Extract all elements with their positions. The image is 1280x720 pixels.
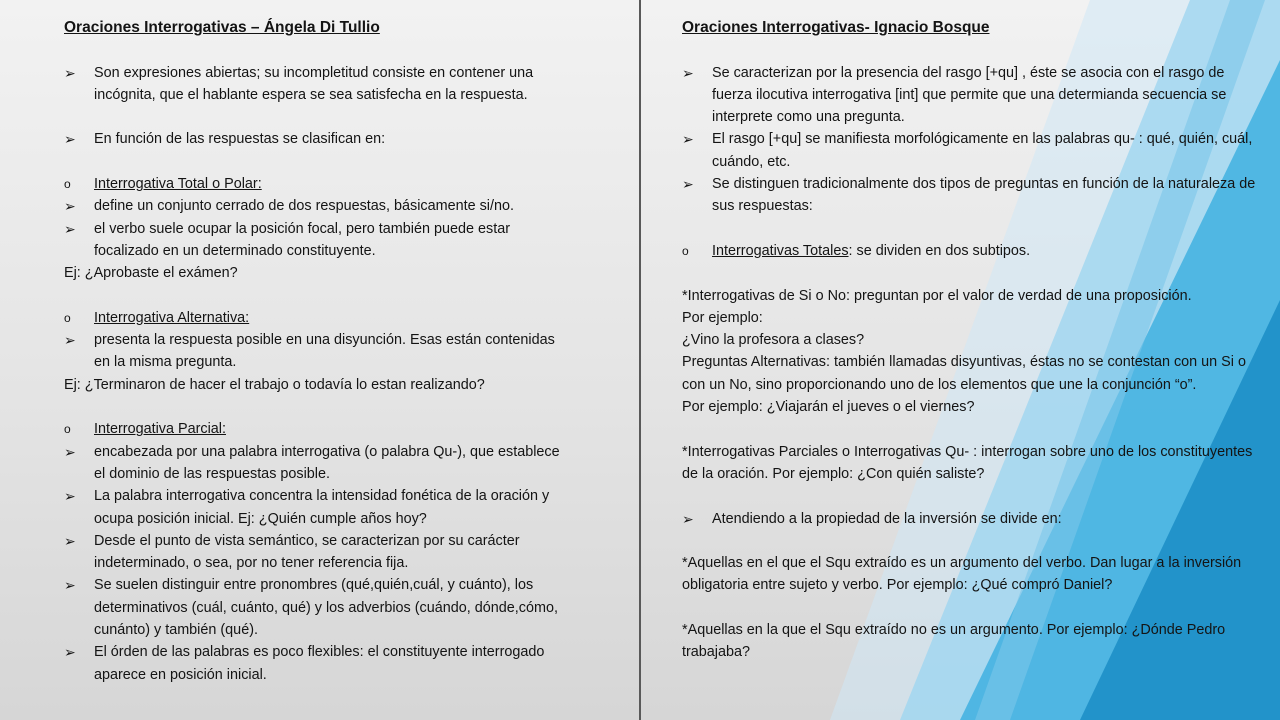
- arrow-bullet-icon: ➢: [64, 644, 76, 661]
- text-line: *Aquellas en la que el Squ extraído no es un argumento. Por ejemplo: ¿Dónde Pedro trabajaba?: [682, 622, 1226, 661]
- bullet-text: Se caracterizan por la presencia del rasgo [+qu] , éste se asocia con el rasgo de fuerza ilocutiva interrogativa [int] que permite que una determianda secuencia se interprete como una pregunta.: [712, 64, 1227, 126]
- arrow-bullet-icon: ➢: [64, 220, 76, 237]
- text-line: Preguntas Alternativas: también llamadas disyuntivas, éstas no se contestan con un Si o con un No, sino proporcionando uno de los elementos que une la conjunción “o”.: [682, 354, 1246, 393]
- bullet-item: [682, 173, 1267, 218]
- subheading-item: [682, 240, 1267, 262]
- left-column: [64, 17, 574, 686]
- bullet-text: El órden de las palabras es poco flexibles: el constituyente interrogado aparece en posición inicial.: [94, 644, 545, 683]
- bullet-text: Desde el punto de vista semántico, se caracterizan por su carácter indeterminado, o sea, por no tener referencia fija.: [94, 532, 520, 572]
- text-line: Por ejemplo:: [682, 309, 763, 326]
- bullet-item: [64, 574, 574, 641]
- arrow-bullet-icon: ➢: [682, 176, 694, 193]
- arrow-bullet-icon: ➢: [64, 198, 76, 215]
- arrow-bullet-icon: ➢: [64, 488, 76, 505]
- bullet-text: Se distinguen tradicionalmente dos tipos de preguntas en función de la naturaleza de sus respuestas:: [712, 176, 1256, 215]
- bullet-item: [64, 218, 574, 263]
- bullet-item: [64, 485, 574, 530]
- text-line: Ej: ¿Aprobaste el exámen?: [64, 265, 238, 282]
- bullet-item: [64, 641, 574, 686]
- bullet-text: El rasgo [+qu] se manifiesta morfológicamente en las palabras qu- : qué, quién, cuál, cuándo, etc.: [712, 131, 1253, 170]
- subheading-note: : se dividen en dos subtipos.: [848, 242, 1031, 259]
- arrow-bullet-icon: ➢: [64, 532, 76, 549]
- bullet-text: Se suelen distinguir entre pronombres (qué,quién,cuál, y cuánto), los determinativos (cuál, cuánto, qué) y los adverbios (cuándo, dónde,cómo, cunánto) y también (qué).: [94, 577, 558, 639]
- text-line: Por ejemplo: ¿Viajarán el jueves o el viernes?: [682, 399, 975, 416]
- arrow-bullet-icon: ➢: [682, 510, 694, 527]
- right-content: [682, 62, 1267, 664]
- bullet-text: La palabra interrogativa concentra la intensidad fonética de la oración y ocupa posición inicial. Ej: ¿Quién cumple años hoy?: [94, 488, 550, 527]
- bullet-text: presenta la respuesta posible en una disyunción. Esas están contenidas en la misma pregunta.: [94, 332, 555, 371]
- bullet-item: [64, 195, 574, 217]
- arrow-bullet-icon: ➢: [64, 577, 76, 594]
- bullet-item: [64, 329, 574, 374]
- circle-bullet-icon: o: [64, 310, 71, 325]
- bullet-item: [64, 530, 574, 575]
- subheading-label: Interrogativas Totales: [712, 242, 849, 259]
- bullet-item: [682, 62, 1267, 129]
- text-line: ¿Vino la profesora a clases?: [682, 332, 865, 349]
- subheading-item: [64, 173, 574, 195]
- circle-bullet-icon: o: [682, 243, 689, 258]
- arrow-bullet-icon: ➢: [64, 64, 76, 81]
- arrow-bullet-icon: ➢: [682, 131, 694, 148]
- bullet-text: Son expresiones abiertas; su incompletitud consiste en contener una incógnita, que el hablante espera se sea satisfecha en la respuesta.: [94, 64, 534, 103]
- text-line: Ej: ¿Terminaron de hacer el trabajo o todavía lo estan realizando?: [64, 376, 485, 393]
- arrow-bullet-icon: ➢: [64, 131, 76, 148]
- text-line: *Interrogativas de Si o No: preguntan por el valor de verdad de una proposición.: [682, 287, 1192, 304]
- circle-bullet-icon: o: [64, 177, 71, 192]
- subheading-item: [64, 307, 574, 329]
- bullet-text: el verbo suele ocupar la posición focal, pero también puede estar focalizado en un determinado constituyente.: [94, 220, 510, 259]
- bullet-item: [64, 128, 574, 150]
- bullet-text: Atendiendo a la propiedad de la inversión se divide en:: [712, 510, 1062, 527]
- bullet-item: [682, 508, 1267, 530]
- subheading-label: Interrogativa Parcial:: [94, 421, 226, 438]
- right-column: [682, 17, 1267, 664]
- right-title: Oraciones Interrogativas- Ignacio Bosque: [682, 19, 990, 36]
- arrow-bullet-icon: ➢: [682, 64, 694, 81]
- bullet-text: define un conjunto cerrado de dos respuestas, básicamente si/no.: [94, 198, 514, 215]
- left-content: [64, 62, 574, 686]
- text-line: *Interrogativas Parciales o Interrogativas Qu- : interrogan sobre uno de los constituyentes de la oración. Por ejemplo: ¿Con quién saliste?: [682, 443, 1253, 482]
- arrow-bullet-icon: ➢: [64, 443, 76, 460]
- subheading-label: Interrogativa Total o Polar:: [94, 176, 262, 193]
- bullet-text: encabezada por una palabra interrogativa (o palabra Qu-), que establece el dominio de las respuestas posible.: [94, 443, 560, 482]
- subheading-label: Interrogativa Alternativa:: [94, 309, 250, 326]
- bullet-item: [682, 128, 1267, 173]
- bullet-item: [64, 441, 574, 486]
- subheading-item: [64, 418, 574, 440]
- circle-bullet-icon: o: [64, 422, 71, 437]
- bullet-item: [64, 62, 574, 107]
- column-divider: [639, 0, 641, 720]
- bullet-text: En función de las respuestas se clasifican en:: [94, 131, 386, 148]
- left-title: Oraciones Interrogativas – Ángela Di Tullio: [64, 19, 380, 36]
- arrow-bullet-icon: ➢: [64, 332, 76, 349]
- text-line: *Aquellas en el que el Squ extraído es un argumento del verbo. Dan lugar a la inversión obligatoria entre sujeto y verbo. Por ejemplo: ¿Qué compró Daniel?: [682, 555, 1242, 594]
